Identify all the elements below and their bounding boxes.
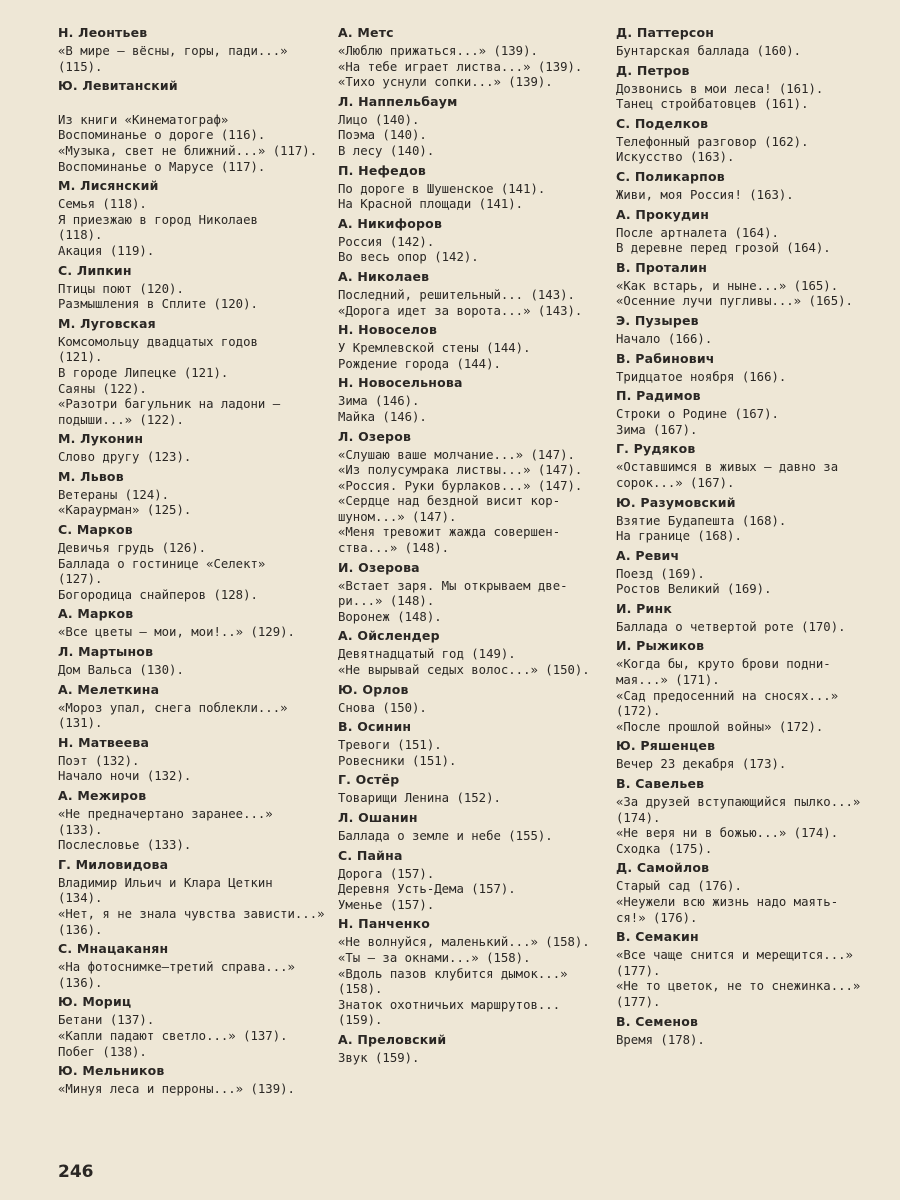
index-entry bbox=[338, 93, 596, 160]
index-column-2 bbox=[338, 24, 596, 1069]
author-name: Д. Петров bbox=[616, 62, 690, 78]
author-name: А. Межиров bbox=[58, 788, 147, 803]
index-entry bbox=[58, 177, 316, 259]
work-title-line: Знаток охотничьих маршрутов... bbox=[338, 997, 561, 1012]
work-title-line: Семья (118). bbox=[58, 197, 147, 212]
work-title-line: Дозвонись в мои леса! (161). bbox=[616, 81, 824, 96]
work-title-line: «Не предначертано заранее...» bbox=[58, 807, 273, 821]
work-title-line: (118). bbox=[58, 228, 103, 243]
index-entry bbox=[58, 787, 316, 854]
index-entry bbox=[338, 718, 596, 769]
author-name: В. Проталин bbox=[616, 259, 708, 275]
work-title-line: (121). bbox=[58, 350, 103, 365]
work-title-line: «Минуя леса и перроны...» (139). bbox=[58, 1082, 295, 1097]
work-title-line: Слово другу (123). bbox=[58, 450, 192, 465]
author-name: А. Николаев bbox=[338, 268, 430, 284]
index-entry bbox=[338, 428, 596, 557]
work-title-line: «Люблю прижаться...» (139). bbox=[338, 44, 538, 58]
index-entry bbox=[616, 312, 878, 348]
work-title-line: «Мороз упал, снега поблекли...» bbox=[58, 700, 288, 715]
author-name: Ю. Левитанский bbox=[58, 78, 178, 94]
author-name: А. Ойслендер bbox=[338, 628, 440, 644]
index-entry bbox=[58, 605, 316, 641]
index-entry bbox=[338, 1031, 596, 1067]
work-title-line: Деревня Усть-Дема (157). bbox=[338, 882, 516, 897]
work-title-line: «Сердце над бездной висит кор- bbox=[338, 494, 561, 509]
author-name: Н. Матвеева bbox=[58, 734, 150, 750]
index-entry bbox=[338, 809, 596, 845]
work-title-line: Россия (142). bbox=[338, 234, 435, 249]
work-title-line: ри...» (148). bbox=[338, 594, 435, 609]
author-name: Н. Леонтьев bbox=[58, 25, 148, 40]
work-title-line: Владимир Ильич и Клара Цеткин bbox=[58, 875, 273, 890]
work-title-line: (174). bbox=[616, 810, 661, 825]
index-entry bbox=[616, 494, 878, 545]
index-entry bbox=[338, 559, 596, 626]
index-entry bbox=[616, 637, 878, 735]
work-title-line: Рождение города (144). bbox=[338, 356, 501, 371]
work-title-line: «Встает заря. Мы открываем две- bbox=[338, 578, 568, 593]
work-title-line: «Не вырывай седых волос...» (150). bbox=[338, 663, 590, 678]
work-title-line: Снова (150). bbox=[338, 700, 427, 715]
index-entry bbox=[616, 1013, 878, 1049]
index-entry bbox=[616, 859, 878, 926]
page-number: 246 bbox=[58, 1162, 94, 1182]
author-name: Г. Миловидова bbox=[58, 856, 169, 872]
index-entry bbox=[58, 430, 316, 466]
index-entry bbox=[616, 600, 878, 636]
work-title-line: (136). bbox=[58, 922, 103, 937]
work-title-line: Телефонный разговор (162). bbox=[616, 134, 809, 149]
work-title-line: «Осенние лучи пугливы...» (165). bbox=[616, 294, 853, 309]
author-name: Ю. Орлов bbox=[338, 681, 409, 697]
work-title-line: «Россия. Руки бурлаков...» (147). bbox=[338, 478, 583, 493]
index-entry bbox=[616, 387, 878, 438]
author-name: А. Ревич bbox=[616, 547, 680, 563]
author-name: П. Радимов bbox=[616, 388, 701, 404]
work-title-line: «На тебе играет листва...» (139). bbox=[338, 59, 583, 74]
work-title-line: «Не то цветок, не то снежинка...» bbox=[616, 979, 861, 994]
author-name: А. Метс bbox=[338, 25, 394, 40]
work-title-line: Время (178). bbox=[616, 1032, 705, 1047]
index-entry bbox=[58, 856, 325, 938]
work-title-line: «Музыка, свет не ближний...» (117). bbox=[58, 143, 318, 158]
work-title-line: (136). bbox=[58, 975, 103, 990]
work-title-line: Начало ночи (132). bbox=[58, 769, 192, 784]
work-title-line: «Все цветы — мои, мои!..» (129). bbox=[58, 625, 295, 640]
index-entry bbox=[58, 521, 316, 603]
index-entry bbox=[58, 643, 316, 679]
index-entry bbox=[616, 24, 878, 60]
work-title-line: «Нет, я не знала чувства зависти...» bbox=[58, 906, 325, 921]
author-name: С. Марков bbox=[58, 522, 133, 538]
work-title-line: (177). bbox=[616, 963, 661, 978]
work-title-line: В городе Липецке (121). bbox=[58, 365, 229, 380]
work-title-line: Живи, моя Россия! (163). bbox=[616, 187, 794, 202]
work-title-line: Комсомольцу двадцатых годов bbox=[58, 334, 258, 349]
work-title-line: Ростов Великий (169). bbox=[616, 582, 772, 597]
author-name: Н. Новоселов bbox=[338, 322, 438, 338]
work-title-line: Ветераны (124). bbox=[58, 487, 170, 502]
author-name: Д. Паттерсон bbox=[616, 25, 715, 40]
index-entry bbox=[338, 627, 596, 678]
author-name: Д. Самойлов bbox=[616, 860, 710, 876]
work-title-line: Товарищи Ленина (152). bbox=[338, 791, 501, 806]
work-title-line: «За друзей вступающийся пылко...» bbox=[616, 795, 861, 810]
author-name: А. Никифоров bbox=[338, 215, 443, 231]
work-title-line: Послесловье (133). bbox=[58, 838, 192, 853]
work-title-line: (159). bbox=[338, 1013, 383, 1028]
author-name: П. Нефедов bbox=[338, 162, 426, 178]
work-title-line: «В мире — вёсны, горы, пади...» bbox=[58, 44, 288, 58]
work-title-line: Птицы поют (120). bbox=[58, 281, 184, 296]
index-entry bbox=[338, 24, 596, 91]
index-entry bbox=[58, 24, 316, 75]
work-title-line: Акация (119). bbox=[58, 243, 155, 258]
work-title-line: Из книги «Кинематограф» bbox=[58, 112, 229, 127]
index-entry bbox=[58, 262, 316, 313]
work-title-line: «На фотоснимке—третий справа...» bbox=[58, 960, 295, 975]
author-name: М. Лисянский bbox=[58, 178, 159, 194]
work-title-line: Зима (146). bbox=[338, 394, 420, 409]
index-entry bbox=[58, 993, 316, 1060]
work-title-line: (172). bbox=[616, 704, 661, 719]
index-entry bbox=[616, 928, 878, 1010]
work-title-line: Тревоги (151). bbox=[338, 738, 442, 753]
author-name: Ю. Разумовский bbox=[616, 494, 736, 510]
work-title-line: «После прошлой войны» (172). bbox=[616, 719, 824, 734]
index-entry bbox=[616, 259, 878, 310]
index-entry bbox=[58, 315, 316, 429]
author-name: А. Мелеткина bbox=[58, 681, 160, 697]
author-name: М. Луговская bbox=[58, 315, 156, 331]
author-name: Г. Остёр bbox=[338, 772, 400, 788]
index-column-3 bbox=[616, 24, 878, 1050]
work-title-line: По дороге в Шушенское (141). bbox=[338, 181, 546, 196]
index-entry bbox=[58, 1062, 316, 1098]
work-title-line: Сходка (175). bbox=[616, 841, 713, 856]
index-entry bbox=[616, 115, 878, 166]
index-entry bbox=[616, 547, 878, 598]
work-title-line: «Все чаще снится и мерещится...» bbox=[616, 948, 853, 963]
work-title-line: Баллада о четвертой роте (170). bbox=[616, 619, 846, 634]
author-name: И. Рыжиков bbox=[616, 638, 705, 654]
work-title-line: «Меня тревожит жажда совершен- bbox=[338, 525, 561, 540]
work-title-line: сорок...» (167). bbox=[616, 475, 735, 490]
author-name: В. Рабинович bbox=[616, 350, 715, 366]
work-title-line: «Когда бы, круто брови подни- bbox=[616, 657, 831, 672]
author-name: Э. Пузырев bbox=[616, 312, 699, 328]
author-name: В. Семенов bbox=[616, 1013, 699, 1029]
index-entry bbox=[58, 940, 316, 991]
work-title-line: «Как встарь, и ныне...» (165). bbox=[616, 278, 839, 293]
work-title-line: мая...» (171). bbox=[616, 673, 720, 688]
work-title-line: У Кремлевской стены (144). bbox=[338, 341, 531, 356]
index-entry bbox=[616, 206, 878, 257]
author-name: И. Ринк bbox=[616, 600, 673, 616]
author-name: С. Поликарпов bbox=[616, 168, 725, 184]
work-title-line: «Тихо уснули сопки...» (139). bbox=[338, 75, 553, 90]
work-title-line: В лесу (140). bbox=[338, 143, 435, 158]
work-title-line: Последний, решительный... (143). bbox=[338, 287, 575, 302]
work-title-line: ства...» (148). bbox=[338, 541, 450, 556]
work-title-line: «Оставшимся в живых — давно за bbox=[616, 460, 839, 475]
work-title-line: (115). bbox=[58, 59, 103, 74]
work-title-line: Девичья грудь (126). bbox=[58, 541, 207, 556]
work-title-line: Баллада о гостинице «Селект» bbox=[58, 556, 266, 571]
work-title-line: Саяны (122). bbox=[58, 381, 147, 396]
work-title-line: Бунтарская баллада (160). bbox=[616, 44, 802, 58]
work-title-line: Искусство (163). bbox=[616, 150, 735, 165]
work-title-line: «Караурман» (125). bbox=[58, 503, 192, 518]
work-title-line: Девятнадцатый год (149). bbox=[338, 647, 516, 662]
author-name: Г. Рудяков bbox=[616, 441, 696, 457]
author-name: А. Марков bbox=[58, 606, 134, 622]
work-title-line: «Не веря ни в божью...» (174). bbox=[616, 826, 839, 841]
author-name: Ю. Ряшенцев bbox=[616, 738, 716, 754]
author-name: В. Осинин bbox=[338, 719, 412, 735]
author-name: С. Пайна bbox=[338, 847, 403, 863]
author-name: Л. Мартынов bbox=[58, 644, 154, 660]
work-title-line: Танец стройбатовцев (161). bbox=[616, 97, 809, 112]
author-name: М. Луконин bbox=[58, 431, 144, 447]
author-name: Н. Новосельнова bbox=[338, 375, 463, 391]
work-title-line: Богородица снайперов (128). bbox=[58, 587, 258, 602]
author-name: С. Липкин bbox=[58, 262, 132, 278]
work-title-line: (127). bbox=[58, 572, 103, 587]
work-title-line: «Ты — за окнами...» (158). bbox=[338, 950, 531, 965]
work-title-line: (133). bbox=[58, 822, 103, 837]
work-title-line: «Разотри багульник на ладони — bbox=[58, 397, 281, 412]
work-title-line: Поезд (169). bbox=[616, 566, 705, 581]
index-entry bbox=[58, 681, 316, 732]
index-entry bbox=[616, 440, 878, 491]
index-entry bbox=[338, 681, 596, 717]
author-name: Ю. Мориц bbox=[58, 994, 132, 1010]
author-name: В. Савельев bbox=[616, 776, 705, 792]
work-title-line: На границе (168). bbox=[616, 529, 742, 544]
work-title-line: (158). bbox=[338, 982, 383, 997]
work-title-line: Бетани (137). bbox=[58, 1013, 155, 1028]
index-column-1 bbox=[58, 24, 325, 1100]
work-title-line: (131). bbox=[58, 716, 103, 731]
work-title-line: подыши...» (122). bbox=[58, 412, 184, 427]
work-title-line: После артналета (164). bbox=[616, 225, 779, 240]
work-title-line: Воспоминанье о Марусе (117). bbox=[58, 159, 266, 174]
work-title-line: «Капли падают светло...» (137). bbox=[58, 1028, 288, 1043]
work-title-line: «Сад предосенний на сносях...» bbox=[616, 688, 839, 703]
work-title-line: Строки о Родине (167). bbox=[616, 407, 779, 422]
work-title-line: Уменье (157). bbox=[338, 897, 435, 912]
index-entry bbox=[616, 737, 878, 773]
work-title-line: Воспоминанье о дороге (116). bbox=[58, 128, 266, 143]
work-title-line: «Не волнуйся, маленький...» (158). bbox=[338, 935, 590, 950]
work-title-line: Вечер 23 декабря (173). bbox=[616, 757, 787, 772]
work-title-line: «Из полусумрака листвы...» (147). bbox=[338, 463, 583, 478]
work-title-line: (177). bbox=[616, 994, 661, 1009]
author-name: Ю. Мельников bbox=[58, 1063, 165, 1079]
author-name: Л. Озеров bbox=[338, 428, 412, 444]
work-title-line: В деревне перед грозой (164). bbox=[616, 241, 831, 256]
author-name: А. Преловский bbox=[338, 1031, 447, 1047]
work-title-line: Поэма (140). bbox=[338, 128, 427, 143]
work-title-line: Во весь опор (142). bbox=[338, 250, 479, 265]
author-name: А. Прокудин bbox=[616, 206, 710, 222]
index-entry bbox=[338, 915, 596, 1029]
index-entry bbox=[58, 77, 316, 175]
work-title-line: ся!» (176). bbox=[616, 910, 698, 925]
index-entry bbox=[338, 847, 596, 914]
index-entry bbox=[338, 268, 596, 319]
work-title-line: На Красной площади (141). bbox=[338, 197, 524, 212]
work-title-line: Поэт (132). bbox=[58, 753, 140, 768]
work-title-line: «Дорога идет за ворота...» (143). bbox=[338, 303, 583, 318]
work-title-line: «Вдоль пазов клубится дымок...» bbox=[338, 966, 568, 981]
author-name: В. Семакин bbox=[616, 929, 699, 945]
work-title-line: «Неужели всю жизнь надо маять- bbox=[616, 895, 839, 909]
work-title-line bbox=[58, 97, 316, 113]
index-entry bbox=[616, 775, 878, 857]
work-title-line: Начало (166). bbox=[616, 331, 713, 346]
work-title-line: Размышления в Сплите (120). bbox=[58, 297, 258, 312]
index-entry bbox=[58, 734, 316, 785]
work-title-line: Дорога (157). bbox=[338, 866, 435, 881]
work-title-line: Звук (159). bbox=[338, 1050, 420, 1065]
index-entry bbox=[338, 215, 596, 266]
work-title-line: Побег (138). bbox=[58, 1044, 147, 1059]
author-name: И. Озерова bbox=[338, 559, 420, 575]
work-title-line: шуном...» (147). bbox=[338, 509, 457, 524]
work-title-line: Ровесники (151). bbox=[338, 753, 457, 768]
work-title-line: Баллада о земле и небе (155). bbox=[338, 829, 553, 843]
work-title-line: Майка (146). bbox=[338, 409, 427, 424]
work-title-line: Дом Вальса (130). bbox=[58, 663, 184, 678]
work-title-line: «Слушаю ваше молчание...» (147). bbox=[338, 447, 575, 462]
index-entry bbox=[338, 771, 596, 807]
author-name: С. Мнацаканян bbox=[58, 941, 169, 957]
work-title-line: Старый сад (176). bbox=[616, 879, 742, 894]
work-title-line: Я приезжаю в город Николаев bbox=[58, 212, 258, 227]
index-entry bbox=[616, 350, 878, 386]
author-name: Л. Ошанин bbox=[338, 810, 418, 825]
author-name: М. Львов bbox=[58, 468, 124, 484]
index-entry bbox=[58, 468, 316, 519]
author-name: С. Поделков bbox=[616, 115, 709, 131]
work-title-line: Лицо (140). bbox=[338, 112, 420, 127]
work-title-line: (134). bbox=[58, 891, 103, 906]
work-title-line: Взятие Будапешта (168). bbox=[616, 513, 787, 528]
index-entry bbox=[338, 162, 596, 213]
index-entry bbox=[616, 168, 878, 204]
index-entry bbox=[616, 62, 878, 113]
author-name: Л. Наппельбаум bbox=[338, 93, 458, 109]
author-name: Н. Панченко bbox=[338, 916, 431, 932]
work-title-line: Тридцатое ноября (166). bbox=[616, 369, 787, 384]
work-title-line: Воронеж (148). bbox=[338, 609, 442, 624]
work-title-line: Зима (167). bbox=[616, 422, 698, 437]
index-entry bbox=[338, 374, 596, 425]
index-entry bbox=[338, 321, 596, 372]
